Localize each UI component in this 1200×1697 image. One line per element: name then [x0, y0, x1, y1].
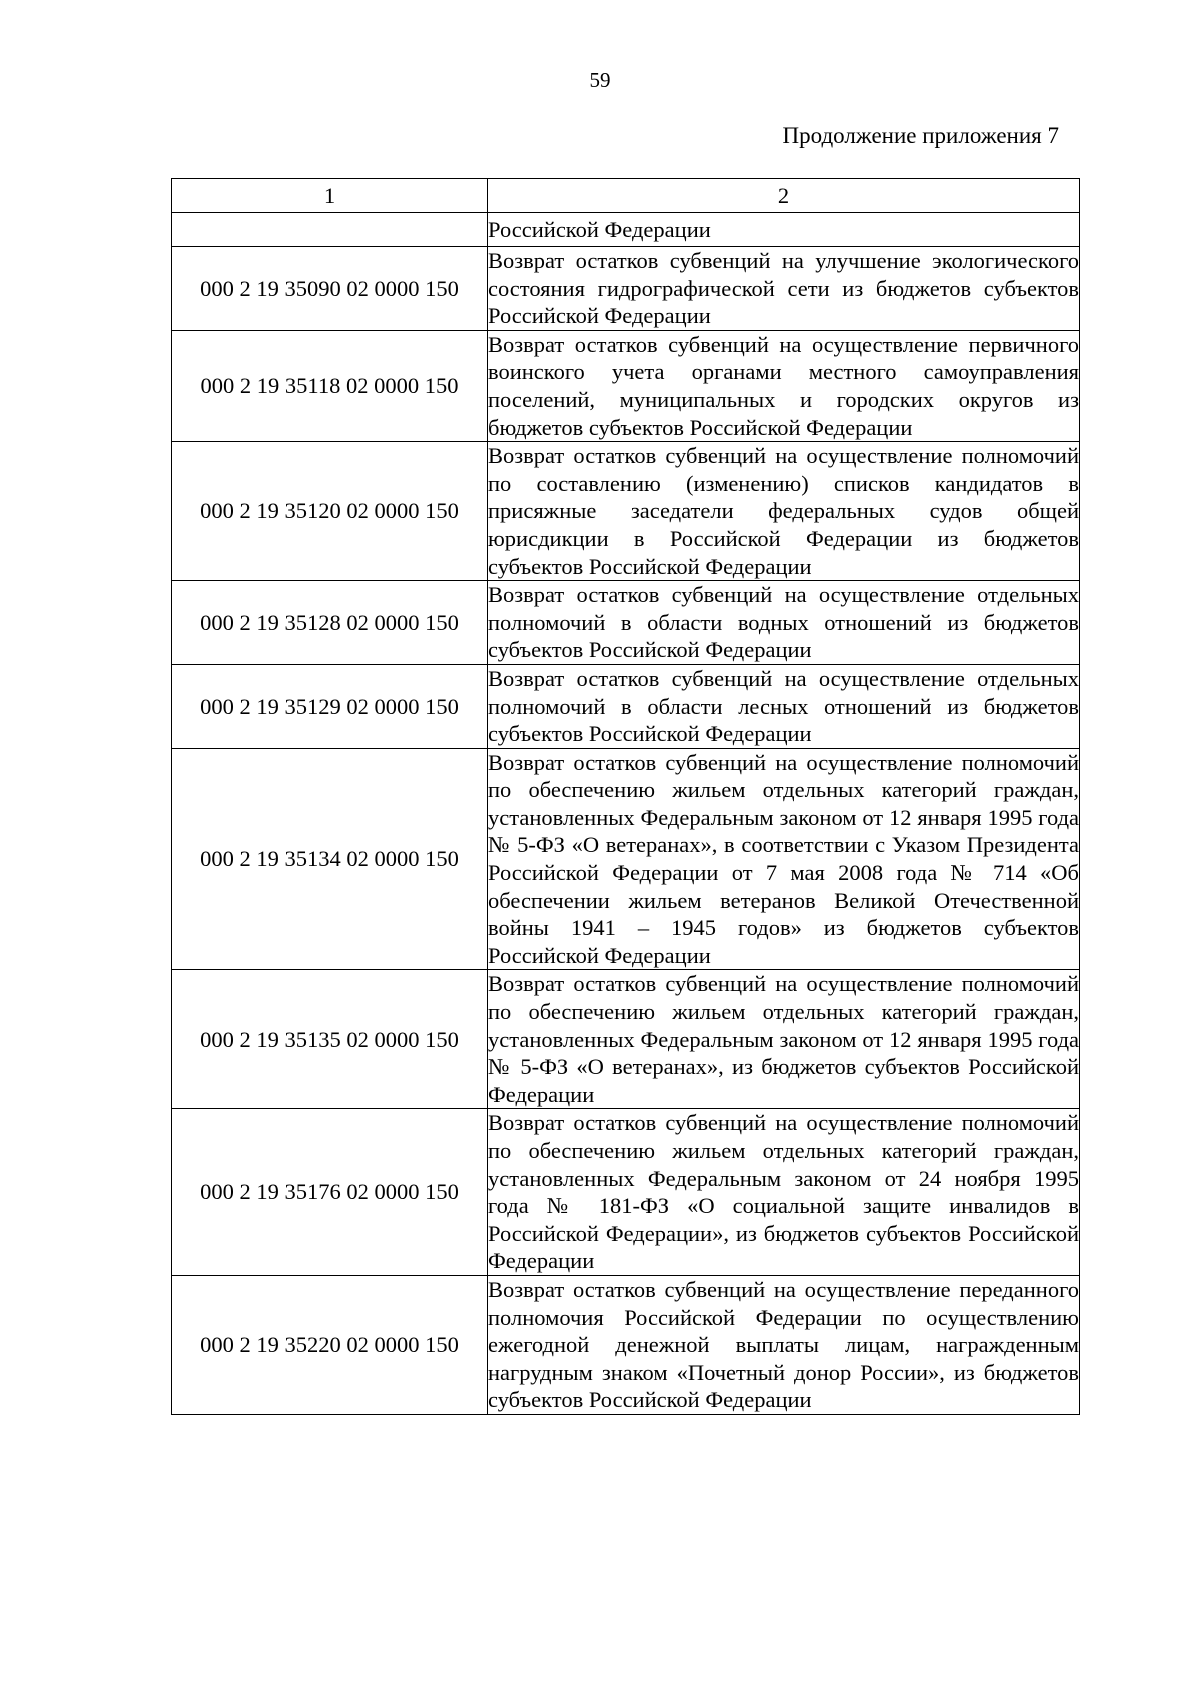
- table-row: [172, 442, 1080, 581]
- description-cell: Возврат остатков субвенций на осуществление отдельных полномочий в области водных отношений из бюджетов субъектов Российской Федерации: [488, 581, 1080, 665]
- table-header-row: [172, 179, 1080, 213]
- table-row: [172, 664, 1080, 748]
- continuation-label: Продолжение приложения 7: [782, 123, 1059, 148]
- budget-code-cell: 000 2 19 35128 02 0000 150: [172, 581, 488, 665]
- page-number: 59: [589, 68, 611, 92]
- budget-code-cell: 000 2 19 35090 02 0000 150: [172, 247, 488, 331]
- description-cell: Возврат остатков субвенций на осуществление полномочий по обеспечению жильем отдельных категорий граждан, установленных Федеральным законом от 12 января 1995 года № 5-ФЗ «О ветеранах», в соответствии с Указом Президента Российской Федерации от 7 мая 2008 года № 714 «Об обеспечении жильем ветеранов Великой Отечественной войны 1941 – 1945 годов» из бюджетов субъектов Российской Федерации: [488, 748, 1080, 970]
- table-row: [172, 330, 1080, 441]
- table-row: [172, 1109, 1080, 1276]
- budget-code-cell: 000 2 19 35134 02 0000 150: [172, 748, 488, 970]
- budget-code-cell: [172, 213, 488, 247]
- column-1-header: 1: [172, 179, 488, 213]
- budget-code-cell: 000 2 19 35129 02 0000 150: [172, 664, 488, 748]
- table-row: [172, 581, 1080, 665]
- budget-code-cell: 000 2 19 35176 02 0000 150: [172, 1109, 488, 1276]
- description-cell: Возврат остатков субвенций на улучшение экологического состояния гидрографической сети из бюджетов субъектов Российской Федерации: [488, 247, 1080, 331]
- budget-code-cell: 000 2 19 35118 02 0000 150: [172, 330, 488, 441]
- budget-code-cell: 000 2 19 35220 02 0000 150: [172, 1275, 488, 1414]
- description-cell: Возврат остатков субвенций на осуществление первичного воинского учета органами местного самоуправления поселений, муниципальных и городских округов из бюджетов субъектов Российской Федерации: [488, 330, 1080, 441]
- table-row: [172, 247, 1080, 331]
- table-row: [172, 213, 1080, 247]
- budget-codes-table: [171, 178, 1080, 1415]
- table-row: [172, 970, 1080, 1109]
- description-cell: Российской Федерации: [488, 213, 1080, 247]
- description-cell: Возврат остатков субвенций на осуществление полномочий по обеспечению жильем отдельных категорий граждан, установленных Федеральным законом от 12 января 1995 года № 5-ФЗ «О ветеранах», из бюджетов субъектов Российской Федерации: [488, 970, 1080, 1109]
- table-row: [172, 748, 1080, 970]
- description-cell: Возврат остатков субвенций на осуществление полномочий по составлению (изменению) списков кандидатов в присяжные заседатели федеральных судов общей юрисдикции в Российской Федерации из бюджетов субъектов Российской Федерации: [488, 442, 1080, 581]
- column-2-header: 2: [488, 179, 1080, 213]
- description-cell: Возврат остатков субвенций на осуществление переданного полномочия Российской Федерации по осуществлению ежегодной денежной выплаты лицам, награжденным нагрудным знаком «Почетный донор России», из бюджетов субъектов Российской Федерации: [488, 1275, 1080, 1414]
- table-row: [172, 1275, 1080, 1414]
- budget-code-cell: 000 2 19 35135 02 0000 150: [172, 970, 488, 1109]
- description-cell: Возврат остатков субвенций на осуществление полномочий по обеспечению жильем отдельных категорий граждан, установленных Федеральным законом от 24 ноября 1995 года № 181-ФЗ «О социальной защите инвалидов в Российской Федерации», из бюджетов субъектов Российской Федерации: [488, 1109, 1080, 1276]
- budget-code-cell: 000 2 19 35120 02 0000 150: [172, 442, 488, 581]
- description-cell: Возврат остатков субвенций на осуществление отдельных полномочий в области лесных отношений из бюджетов субъектов Российской Федерации: [488, 664, 1080, 748]
